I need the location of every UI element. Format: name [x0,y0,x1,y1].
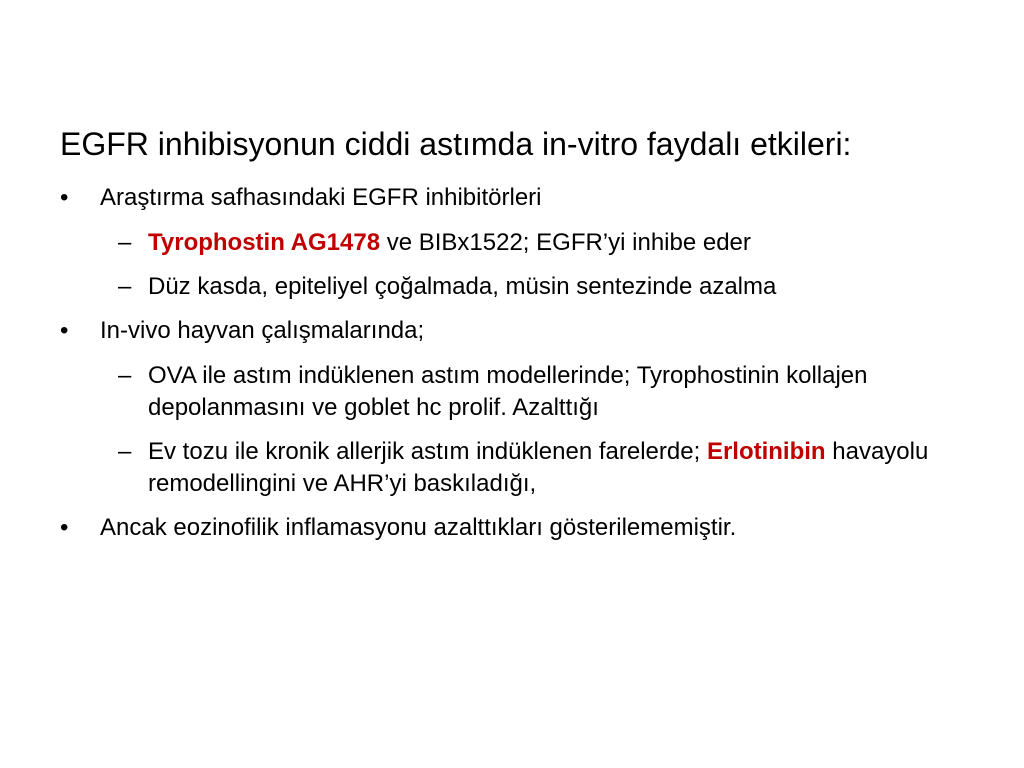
dash-icon: – [118,229,132,256]
sub-bullet-text: Ev tozu ile kronik allerjik astım indüklenen farelerde; [148,438,707,465]
sub-bullet-item [60,360,990,424]
bullet-icon: • [60,514,69,541]
sub-bullet-text: Düz kasda, epiteliyel çoğalmada, müsin sentezinde azalma [148,273,777,300]
bullet-item [60,512,990,544]
highlight-drug-name: Erlotinibin [706,438,826,465]
highlight-drug-name: Tyrophostin AG1478 [148,229,381,256]
bullet-icon: • [60,317,69,344]
dash-icon: – [118,362,132,389]
dash-icon: – [118,438,132,465]
bullet-item [60,315,990,347]
dash-icon: – [118,273,132,300]
bullet-item [60,182,990,214]
sub-bullet-item [60,271,990,303]
sub-bullet-item [60,227,990,259]
slide-heading: EGFR inhibisyonun ciddi astımda in-vitro faydalı etkileri: [60,126,852,162]
sub-bullet-text: OVA ile astım indüklenen astım modellerinde; Tyrophostinin kollajen depolanmasını ve goblet hc prolif. Azalttığı [148,362,868,421]
sub-bullet-text: ve BIBx1522; EGFR’yi inhibe eder [380,229,751,256]
sub-bullet-item [60,436,990,500]
bullet-text: Ancak eozinofilik inflamasyonu azalttıkları gösterilememiştir. [100,514,737,541]
slide-body [60,124,990,557]
bullet-text: In-vivo hayvan çalışmalarında; [100,317,425,344]
sub-bullet-text: havayolu remodellingini ve AHR’yi baskıladığı, [148,438,929,497]
bullet-icon: • [60,184,69,211]
bullet-text: Araştırma safhasındaki EGFR inhibitörleri [100,184,542,211]
